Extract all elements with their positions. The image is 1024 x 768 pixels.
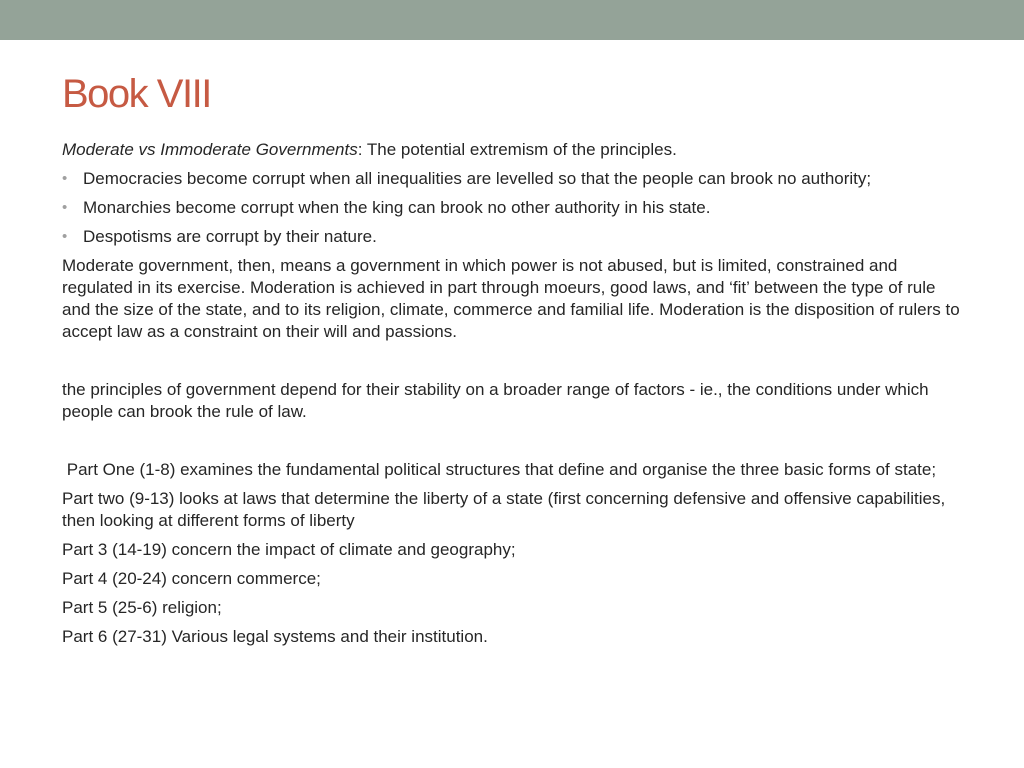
bullet-icon: • bbox=[62, 228, 68, 245]
slide-title: Book VIII bbox=[62, 72, 211, 116]
paragraph-moderate-government: Moderate government, then, means a government in which power is not abused, but is limited, constrained and regulated in its exercise. Moderation is achieved in part through moeurs, good laws, and ‘fit’ between the type of rule and the size of the state, and to its religion, climate, commerce and familial life. Moderation is the disposition of rulers to accept law as a constraint on their will and passions. bbox=[62, 256, 960, 341]
paragraph-principles: the principles of government depend for their stability on a broader range of factors - ie., the conditions under which people can brook the rule of law. bbox=[62, 380, 929, 421]
bullet-text: Despotisms are corrupt by their nature. bbox=[83, 227, 377, 246]
paragraph-part-5: Part 5 (25-6) religion; bbox=[62, 598, 222, 617]
bullet-item bbox=[62, 168, 967, 190]
bullet-icon: • bbox=[62, 199, 68, 216]
top-accent-bar bbox=[0, 0, 1024, 40]
bullet-text: Monarchies become corrupt when the king can brook no other authority in his state. bbox=[83, 198, 711, 217]
bullet-icon: • bbox=[62, 170, 68, 187]
bullet-item bbox=[62, 197, 967, 219]
paragraph-part-4: Part 4 (20-24) concern commerce; bbox=[62, 569, 321, 588]
slide-body bbox=[62, 139, 967, 655]
paragraph-part-3: Part 3 (14-19) concern the impact of climate and geography; bbox=[62, 540, 516, 559]
intro-rest: : The potential extremism of the principles. bbox=[357, 140, 677, 159]
paragraph-part-6: Part 6 (27-31) Various legal systems and their institution. bbox=[62, 627, 488, 646]
paragraph-part-one: Part One (1-8) examines the fundamental political structures that define and organise the three basic forms of state; bbox=[62, 460, 937, 479]
bullet-text: Democracies become corrupt when all inequalities are levelled so that the people can brook no authority; bbox=[83, 169, 872, 188]
intro-emphasis: Moderate vs Immoderate Governments bbox=[62, 140, 358, 159]
bullet-item bbox=[62, 226, 967, 248]
paragraph-part-two: Part two (9-13) looks at laws that determine the liberty of a state (first concerning defensive and offensive capabilities, then looking at different forms of liberty bbox=[62, 489, 946, 530]
intro-line bbox=[62, 139, 967, 161]
